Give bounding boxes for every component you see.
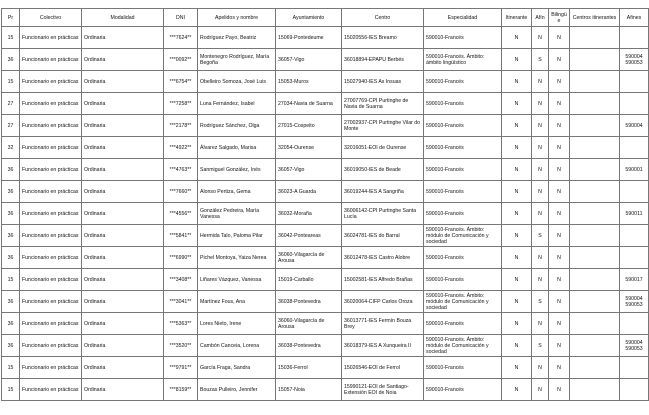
cell-nombre: Pichel Montoya, Yaiza Nerea: [198, 247, 276, 269]
cell-afin: N: [532, 137, 549, 159]
cell-nombre: Cambón Canceia, Lorena: [198, 335, 276, 357]
cell-colectivo: Funcionario en prácticas: [20, 115, 82, 137]
cell-afin: N: [532, 159, 549, 181]
header-colectivo: Colectivo: [20, 9, 82, 27]
cell-centros-itinerantes: [570, 335, 620, 357]
cell-ayuntamiento: 36032-Moraña: [276, 203, 342, 225]
cell-afines: [620, 269, 649, 291]
cell-centro: 36018894-EPAPU Berbés: [342, 49, 424, 71]
cell-centros-itinerantes: [570, 71, 620, 93]
cell-pr: 36: [2, 225, 20, 247]
cell-nombre: Alonso Pertiza, Gema: [198, 181, 276, 203]
cell-especialidad: 590010-Francés: [424, 181, 502, 203]
cell-especialidad: 590010-Francés. Ámbito: módulo de Comunicación y sociedad: [424, 225, 502, 247]
cell-modalidad: Ordinaria: [82, 137, 164, 159]
cell-nombre: Montenegro Rodríguez, María Begoña: [198, 49, 276, 71]
cell-colectivo: Funcionario en prácticas: [20, 357, 82, 379]
cell-nombre: Obelleiro Somoza, José Luis: [198, 71, 276, 93]
cell-ayuntamiento: 15036-Ferrol: [276, 357, 342, 379]
cell-afines: [620, 93, 649, 115]
cell-afines: [620, 115, 649, 137]
header-modalidad: Modalidad: [82, 9, 164, 27]
cell-centros-itinerantes: [570, 269, 620, 291]
cell-afin: N: [532, 115, 549, 137]
cell-pr: 27: [2, 115, 20, 137]
cell-ayuntamiento: 27034-Navia de Suarna: [276, 93, 342, 115]
cell-pr: 36: [2, 203, 20, 225]
header-pr: Pr: [2, 9, 20, 27]
cell-dni: ***2178**: [164, 115, 198, 137]
cell-ayuntamiento: 36060-Vilagarcía de Arousa: [276, 313, 342, 335]
cell-bilingue: N: [549, 313, 570, 335]
cell-pr: 15: [2, 379, 20, 401]
cell-modalidad: Ordinaria: [82, 379, 164, 401]
cell-centro: 27007769-CPI Purtinghe de Navia de Suarna: [342, 93, 424, 115]
cell-colectivo: Funcionario en prácticas: [20, 291, 82, 313]
cell-afin: N: [532, 357, 549, 379]
cell-pr: 15: [2, 27, 20, 49]
cell-afin: N: [532, 247, 549, 269]
cell-pr: 36: [2, 247, 20, 269]
cell-nombre: Hermida Talo, Paloma Pilar: [198, 225, 276, 247]
cell-modalidad: Ordinaria: [82, 115, 164, 137]
cell-centro: 36020064-CIFP Carlos Oroza: [342, 291, 424, 313]
cell-colectivo: Funcionario en prácticas: [20, 379, 82, 401]
afin-code: 590004: [625, 53, 643, 60]
cell-bilingue: N: [549, 159, 570, 181]
cell-bilingue: N: [549, 137, 570, 159]
afin-code: 590011: [625, 210, 643, 217]
cell-dni: ***8159**: [164, 379, 198, 401]
cell-bilingue: N: [549, 115, 570, 137]
cell-afines: [620, 203, 649, 225]
cell-dni: ***3520**: [164, 335, 198, 357]
cell-dni: ***4763**: [164, 159, 198, 181]
cell-dni: ***6754**: [164, 71, 198, 93]
cell-bilingue: N: [549, 27, 570, 49]
cell-centro: 15002581-IES Alfredo Brañas: [342, 269, 424, 291]
cell-modalidad: Ordinaria: [82, 49, 164, 71]
cell-centro: 32016051-EOI de Ourense: [342, 137, 424, 159]
cell-especialidad: 590010-Francés: [424, 269, 502, 291]
header-centro: Centro: [342, 9, 424, 27]
cell-colectivo: Funcionario en prácticas: [20, 159, 82, 181]
cell-dni: ***0092**: [164, 49, 198, 71]
cell-centros-itinerantes: [570, 115, 620, 137]
cell-pr: 36: [2, 335, 20, 357]
cell-itinerante: N: [502, 313, 532, 335]
cell-especialidad: 590010-Francés: [424, 137, 502, 159]
cell-afines: [620, 357, 649, 379]
cell-modalidad: Ordinaria: [82, 335, 164, 357]
cell-especialidad: 590010-Francés: [424, 115, 502, 137]
cell-centro: 15026546-EOI de Ferrol: [342, 357, 424, 379]
assignments-table: [1, 8, 649, 401]
cell-itinerante: N: [502, 247, 532, 269]
cell-especialidad: 590010-Francés: [424, 203, 502, 225]
cell-centros-itinerantes: [570, 49, 620, 71]
cell-ayuntamiento: 36038-Pontevedra: [276, 335, 342, 357]
cell-dni: ***6990**: [164, 247, 198, 269]
cell-afin: N: [532, 27, 549, 49]
table-row: [2, 269, 649, 291]
cell-modalidad: Ordinaria: [82, 71, 164, 93]
cell-ayuntamiento: 36060-Vilagarcía de Arousa: [276, 247, 342, 269]
cell-dni: ***3041**: [164, 291, 198, 313]
cell-ayuntamiento: 15019-Carballo: [276, 269, 342, 291]
cell-afin: N: [532, 313, 549, 335]
cell-nombre: Rodríguez Sánchez, Olga: [198, 115, 276, 137]
cell-bilingue: N: [549, 93, 570, 115]
cell-ayuntamiento: 32054-Ourense: [276, 137, 342, 159]
cell-bilingue: N: [549, 291, 570, 313]
table-row: [2, 379, 649, 401]
cell-ayuntamiento: 15057-Noia: [276, 379, 342, 401]
afin-code: 590004: [625, 295, 643, 302]
cell-afin: N: [532, 93, 549, 115]
cell-colectivo: Funcionario en prácticas: [20, 93, 82, 115]
cell-centros-itinerantes: [570, 379, 620, 401]
cell-centro: 15020556-IES Breamo: [342, 27, 424, 49]
cell-afines: [620, 27, 649, 49]
cell-nombre: Bouzas Pulleiro, Jennifer: [198, 379, 276, 401]
cell-nombre: García Fraga, Sandra: [198, 357, 276, 379]
cell-pr: 36: [2, 159, 20, 181]
cell-dni: ***7660**: [164, 181, 198, 203]
header-row: [2, 9, 649, 27]
cell-itinerante: N: [502, 49, 532, 71]
cell-itinerante: N: [502, 115, 532, 137]
cell-bilingue: N: [549, 181, 570, 203]
header-itinerante: Itinerante: [502, 9, 532, 27]
table-row: [2, 247, 649, 269]
cell-modalidad: Ordinaria: [82, 357, 164, 379]
cell-dni: ***7624**: [164, 27, 198, 49]
cell-afin: S: [532, 291, 549, 313]
cell-centros-itinerantes: [570, 159, 620, 181]
cell-centros-itinerantes: [570, 357, 620, 379]
cell-nombre: Álvarez Salgado, Marisa: [198, 137, 276, 159]
cell-ayuntamiento: 36038-Pontevedra: [276, 291, 342, 313]
cell-especialidad: 590010-Francés: [424, 357, 502, 379]
cell-ayuntamiento: 27015-Cospeito: [276, 115, 342, 137]
cell-especialidad: 590010-Francés: [424, 159, 502, 181]
table-row: [2, 49, 649, 71]
table-row: [2, 181, 649, 203]
cell-colectivo: Funcionario en prácticas: [20, 225, 82, 247]
cell-ayuntamiento: 36057-Vigo: [276, 159, 342, 181]
cell-pr: 27: [2, 93, 20, 115]
cell-centro: 36019050-IES de Beade: [342, 159, 424, 181]
cell-colectivo: Funcionario en prácticas: [20, 247, 82, 269]
cell-centro: 36006142-CPI Purtinghe Santa Lucía: [342, 203, 424, 225]
table-row: [2, 137, 649, 159]
cell-pr: 36: [2, 291, 20, 313]
cell-modalidad: Ordinaria: [82, 93, 164, 115]
cell-dni: ***3408**: [164, 269, 198, 291]
cell-ayuntamiento: 36042-Ponteareas: [276, 225, 342, 247]
cell-centros-itinerantes: [570, 181, 620, 203]
cell-bilingue: N: [549, 357, 570, 379]
afin-code: 590053: [625, 59, 643, 66]
cell-ayuntamiento: 15069-Pontedeume: [276, 27, 342, 49]
cell-itinerante: N: [502, 71, 532, 93]
table-row: [2, 27, 649, 49]
cell-pr: 15: [2, 269, 20, 291]
afin-code: 590004: [625, 339, 643, 346]
cell-afines: [620, 291, 649, 313]
cell-especialidad: 590010-Francés: [424, 313, 502, 335]
table-row: [2, 159, 649, 181]
header-afin: Afín: [532, 9, 549, 27]
cell-bilingue: N: [549, 49, 570, 71]
cell-ayuntamiento: 36023-A Guarda: [276, 181, 342, 203]
cell-centros-itinerantes: [570, 313, 620, 335]
header-centros-itinerantes: Centros itinerantes: [570, 9, 620, 27]
header-dni: DNI: [164, 9, 198, 27]
cell-bilingue: N: [549, 269, 570, 291]
cell-pr: 15: [2, 71, 20, 93]
cell-especialidad: 590010-Francés: [424, 27, 502, 49]
cell-colectivo: Funcionario en prácticas: [20, 137, 82, 159]
cell-especialidad: 590010-Francés. Ámbito: módulo de Comunicación y sociedad: [424, 335, 502, 357]
cell-especialidad: 590010-Francés: [424, 93, 502, 115]
header-afines: Afines: [620, 9, 649, 27]
cell-afines: [620, 379, 649, 401]
cell-afines: [620, 313, 649, 335]
cell-afines: [620, 247, 649, 269]
header-bilingue: Bilingüe: [549, 9, 570, 27]
cell-especialidad: 590010-Francés. Ámbito: módulo de Comunicación y sociedad: [424, 291, 502, 313]
cell-itinerante: N: [502, 291, 532, 313]
cell-itinerante: N: [502, 335, 532, 357]
cell-pr: 36: [2, 313, 20, 335]
cell-dni: ***5363**: [164, 313, 198, 335]
cell-nombre: Martínez Fous, Ana: [198, 291, 276, 313]
cell-nombre: Luna Fernández, Isabel: [198, 93, 276, 115]
cell-modalidad: Ordinaria: [82, 27, 164, 49]
afin-code: 590053: [625, 301, 643, 308]
cell-itinerante: N: [502, 137, 532, 159]
cell-bilingue: N: [549, 247, 570, 269]
cell-colectivo: Funcionario en prácticas: [20, 269, 82, 291]
cell-afin: N: [532, 379, 549, 401]
cell-colectivo: Funcionario en prácticas: [20, 313, 82, 335]
cell-modalidad: Ordinaria: [82, 181, 164, 203]
cell-nombre: Sanmiguel González, Inés: [198, 159, 276, 181]
cell-afin: S: [532, 225, 549, 247]
cell-colectivo: Funcionario en prácticas: [20, 203, 82, 225]
cell-bilingue: N: [549, 379, 570, 401]
cell-itinerante: N: [502, 357, 532, 379]
cell-itinerante: N: [502, 203, 532, 225]
afin-code: 590053: [625, 345, 643, 352]
table-row: [2, 203, 649, 225]
cell-modalidad: Ordinaria: [82, 269, 164, 291]
cell-itinerante: N: [502, 159, 532, 181]
cell-afin: N: [532, 269, 549, 291]
cell-afin: N: [532, 71, 549, 93]
cell-modalidad: Ordinaria: [82, 313, 164, 335]
table-row: [2, 93, 649, 115]
cell-itinerante: N: [502, 225, 532, 247]
cell-afin: S: [532, 49, 549, 71]
table-row: [2, 357, 649, 379]
cell-itinerante: N: [502, 93, 532, 115]
cell-dni: ***4922**: [164, 137, 198, 159]
cell-afines: [620, 49, 649, 71]
afin-code: 590001: [625, 166, 643, 173]
cell-nombre: González Pedreira, María Vanessa: [198, 203, 276, 225]
cell-especialidad: 590010-Francés: [424, 71, 502, 93]
cell-bilingue: N: [549, 225, 570, 247]
cell-dni: ***9791**: [164, 357, 198, 379]
cell-dni: ***7258**: [164, 93, 198, 115]
assignments-table-container: [1, 8, 643, 401]
cell-colectivo: Funcionario en prácticas: [20, 27, 82, 49]
table-body: [2, 27, 649, 401]
cell-pr: 15: [2, 357, 20, 379]
cell-modalidad: Ordinaria: [82, 225, 164, 247]
cell-dni: ***4556**: [164, 203, 198, 225]
cell-afines: [620, 71, 649, 93]
cell-especialidad: 590010-Francés. Ámbito: ámbito lingüístico: [424, 49, 502, 71]
cell-itinerante: N: [502, 269, 532, 291]
cell-ayuntamiento: 36057-Vigo: [276, 49, 342, 71]
table-row: [2, 313, 649, 335]
cell-pr: 36: [2, 49, 20, 71]
cell-afines: [620, 335, 649, 357]
cell-especialidad: 590010-Francés: [424, 247, 502, 269]
table-row: [2, 335, 649, 357]
cell-centro: 36024781-IES do Barral: [342, 225, 424, 247]
cell-afin: S: [532, 335, 549, 357]
cell-modalidad: Ordinaria: [82, 159, 164, 181]
header-especialidad: Especialidad: [424, 9, 502, 27]
cell-colectivo: Funcionario en prácticas: [20, 181, 82, 203]
cell-centros-itinerantes: [570, 137, 620, 159]
cell-centro: 15990121-EOI de Santiago-Extensión EOI de Noia: [342, 379, 424, 401]
cell-pr: 36: [2, 181, 20, 203]
cell-centros-itinerantes: [570, 27, 620, 49]
table-row: [2, 291, 649, 313]
cell-centros-itinerantes: [570, 291, 620, 313]
table-row: [2, 225, 649, 247]
table-row: [2, 115, 649, 137]
cell-dni: ***5841**: [164, 225, 198, 247]
cell-afines: [620, 225, 649, 247]
cell-ayuntamiento: 15053-Muros: [276, 71, 342, 93]
cell-pr: 32: [2, 137, 20, 159]
cell-afin: N: [532, 181, 549, 203]
cell-afin: N: [532, 203, 549, 225]
cell-modalidad: Ordinaria: [82, 247, 164, 269]
afin-code: 590004: [625, 122, 643, 129]
cell-afines: [620, 137, 649, 159]
cell-afines: [620, 159, 649, 181]
cell-modalidad: Ordinaria: [82, 291, 164, 313]
cell-itinerante: N: [502, 27, 532, 49]
cell-centro: 36013771-IES Fermín Bouza Brey: [342, 313, 424, 335]
cell-centros-itinerantes: [570, 203, 620, 225]
cell-centro: 36019244-IES A Sangriña: [342, 181, 424, 203]
cell-centro: 15027940-IES As Insuas: [342, 71, 424, 93]
cell-centro: 36012478-IES Castro Alobre: [342, 247, 424, 269]
cell-especialidad: 590010-Francés: [424, 379, 502, 401]
cell-centro: 27002937-CPI Purtinghe Vilar do Monte: [342, 115, 424, 137]
afin-code: 590017: [625, 276, 643, 283]
table-row: [2, 71, 649, 93]
cell-nombre: Lores Nieto, Irene: [198, 313, 276, 335]
cell-bilingue: N: [549, 335, 570, 357]
cell-itinerante: N: [502, 181, 532, 203]
cell-nombre: Rodríguez Payo, Beatriz: [198, 27, 276, 49]
cell-bilingue: N: [549, 203, 570, 225]
cell-centro: 36018379-IES A Xunqueira II: [342, 335, 424, 357]
cell-centros-itinerantes: [570, 225, 620, 247]
cell-colectivo: Funcionario en prácticas: [20, 71, 82, 93]
cell-nombre: Liñares Vázquez, Vanessa: [198, 269, 276, 291]
cell-afines: [620, 181, 649, 203]
cell-colectivo: Funcionario en prácticas: [20, 335, 82, 357]
header-ayuntamiento: Ayuntamiento: [276, 9, 342, 27]
cell-colectivo: Funcionario en prácticas: [20, 49, 82, 71]
cell-centros-itinerantes: [570, 93, 620, 115]
cell-bilingue: N: [549, 71, 570, 93]
cell-centros-itinerantes: [570, 247, 620, 269]
cell-modalidad: Ordinaria: [82, 203, 164, 225]
cell-itinerante: N: [502, 379, 532, 401]
header-apellidos: Apelidos y nombre: [198, 9, 276, 27]
